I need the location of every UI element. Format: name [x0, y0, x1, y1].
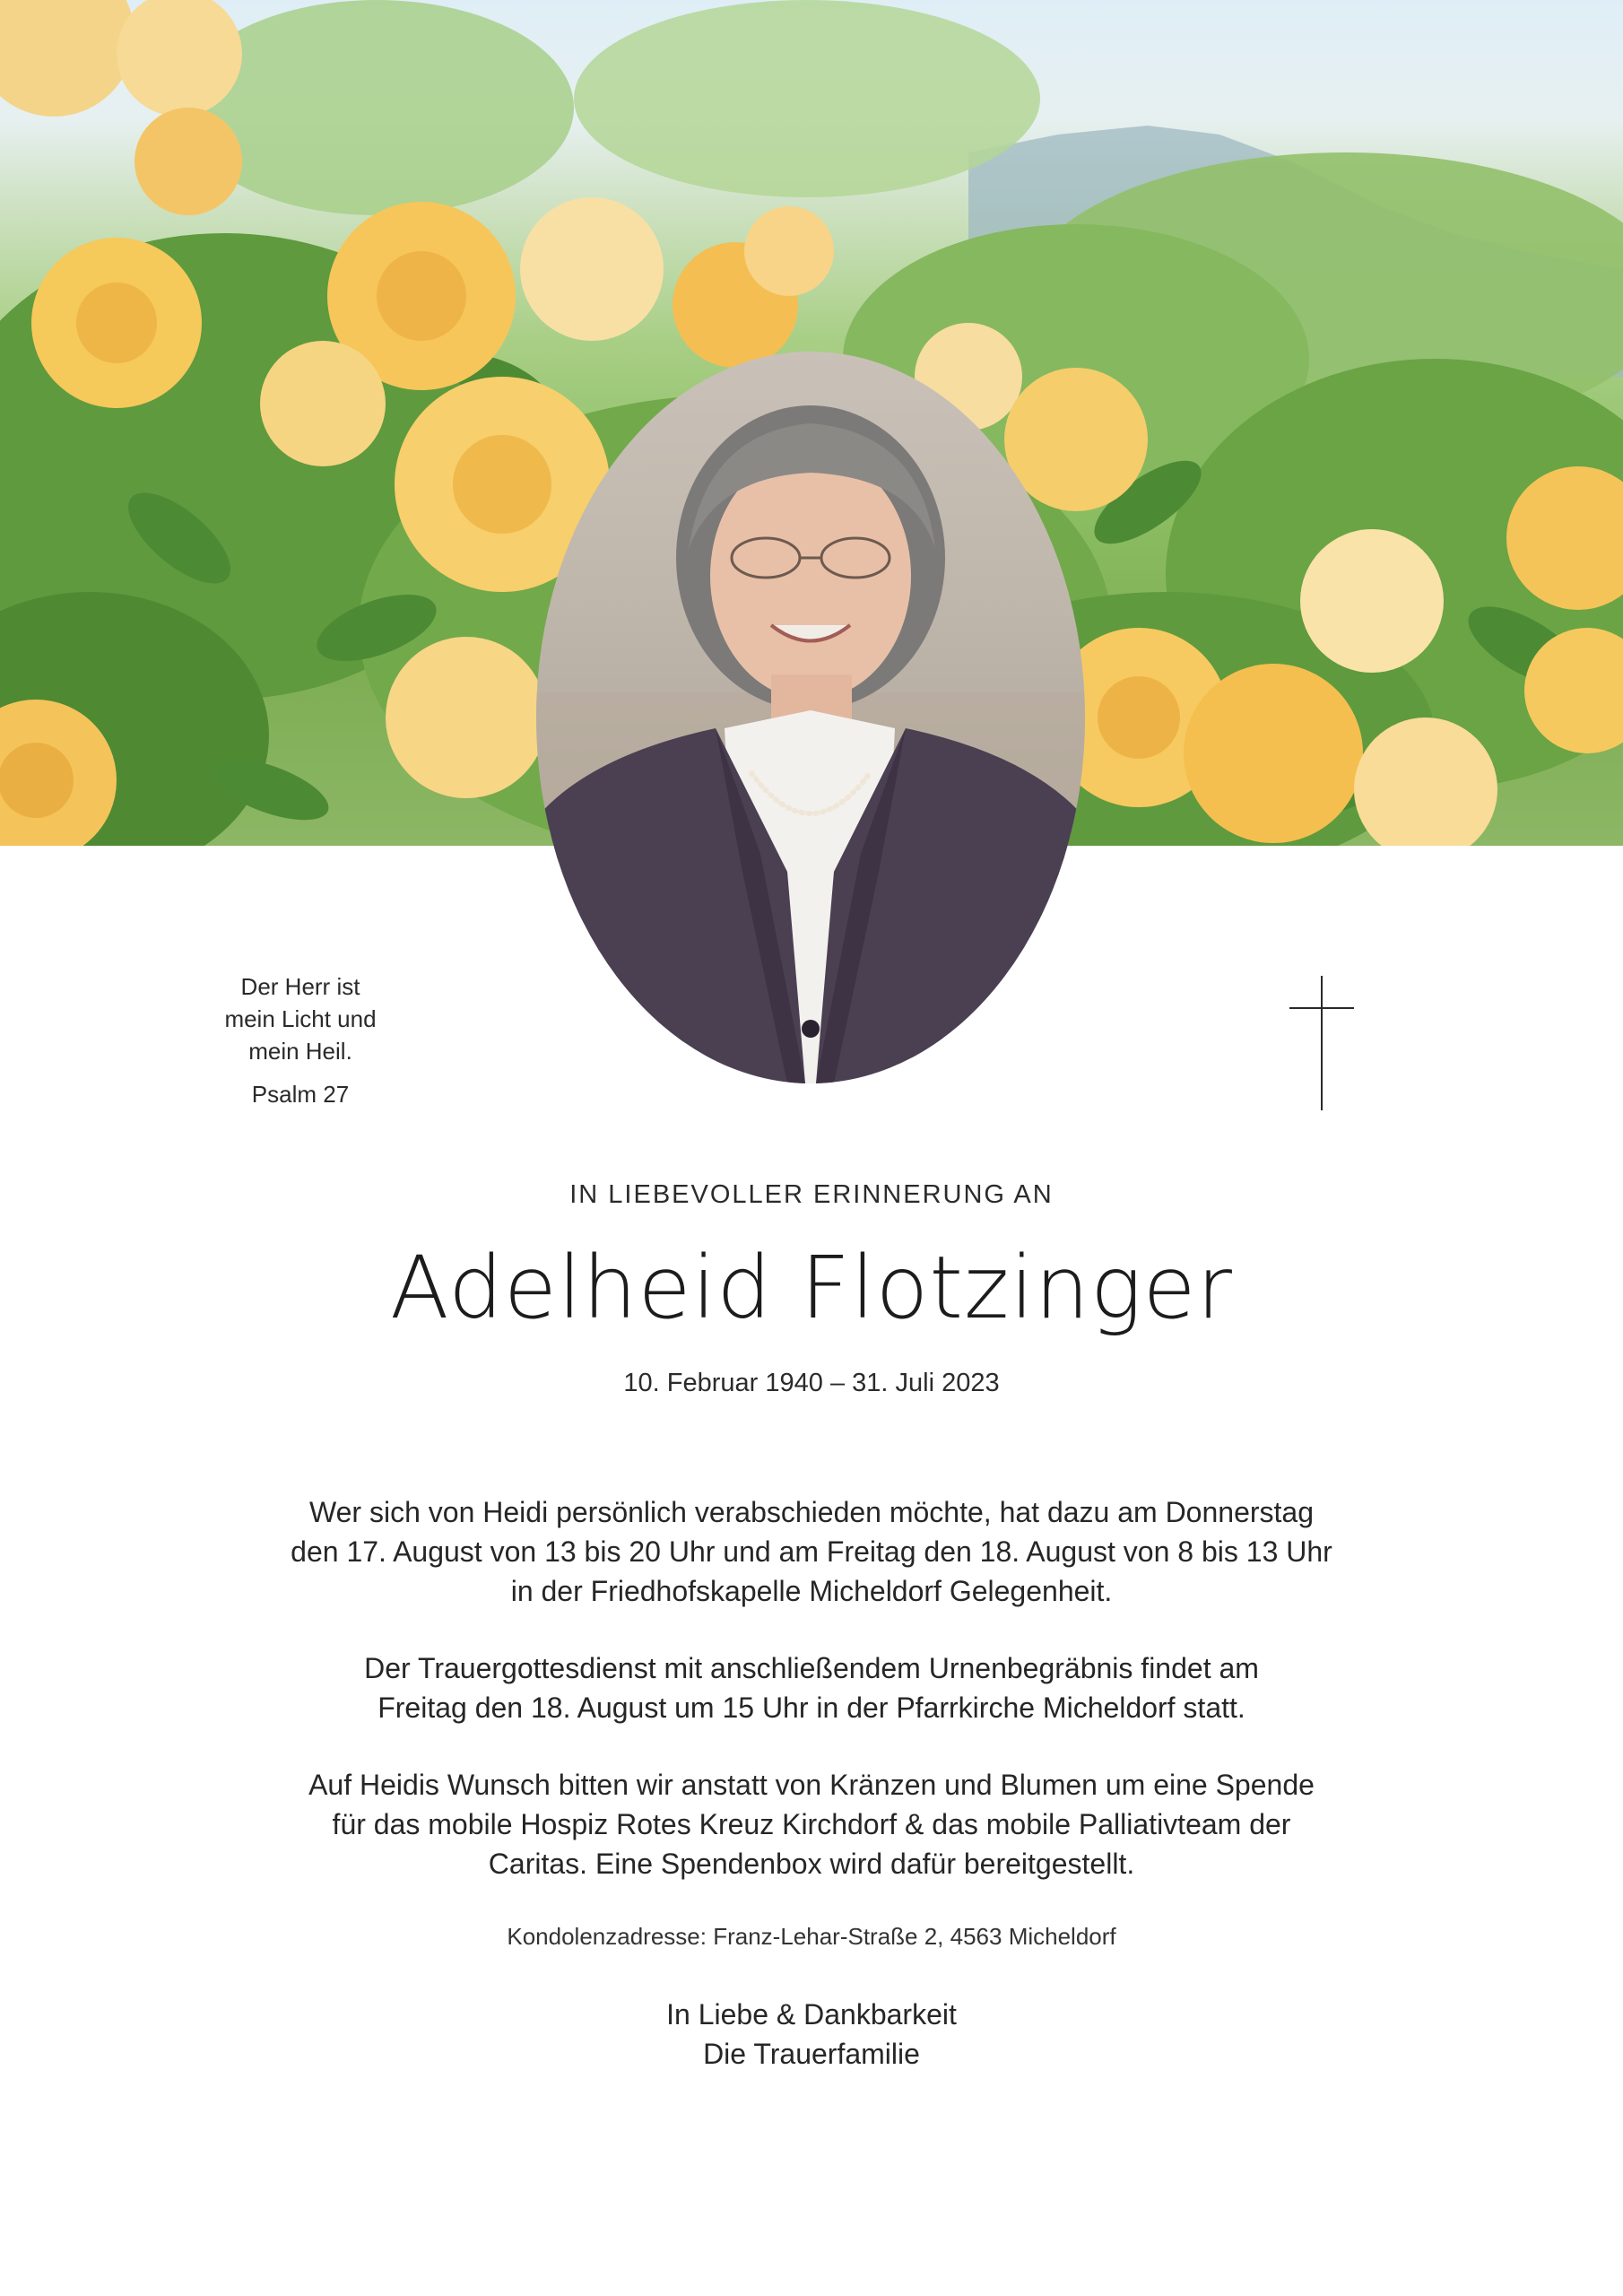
paragraph-line: in der Friedhofskapelle Micheldorf Gelegenheit.	[510, 1575, 1113, 1607]
psalm-line: mein Licht und	[224, 1005, 377, 1032]
memorial-intro: IN LIEBEVOLLER ERINNERUNG AN	[569, 1180, 1054, 1209]
closing-line: Die Trauerfamilie	[703, 2038, 920, 2070]
life-dates: 10. Februar 1940 – 31. Juli 2023	[623, 1369, 1000, 1397]
cross-icon	[1289, 976, 1354, 1110]
paragraph-line: Wer sich von Heidi persönlich verabschieden möchte, hat dazu am Donnerstag	[309, 1496, 1314, 1528]
paragraph-line: Der Trauergottesdienst mit anschließendem Urnenbegräbnis findet am	[364, 1652, 1259, 1684]
closing-line: In Liebe & Dankbarkeit	[666, 1998, 957, 2031]
condolence-address: Kondolenzadresse: Franz-Lehar-Straße 2, 4563 Micheldorf	[507, 1923, 1116, 1950]
closing-signature	[0, 1995, 1623, 2074]
psalm-line: Der Herr ist	[240, 973, 360, 1000]
deceased-name: Adelheid Flotzinger	[390, 1238, 1233, 1338]
psalm-line: mein Heil.	[248, 1038, 352, 1065]
portrait-illustration	[536, 352, 1085, 1083]
farewell-paragraph	[269, 1492, 1354, 1611]
paragraph-line: Freitag den 18. August um 15 Uhr in der Pfarrkirche Micheldorf statt.	[378, 1692, 1245, 1724]
portrait-photo	[536, 352, 1085, 1083]
donation-paragraph	[269, 1765, 1354, 1883]
psalm-reference: Psalm 27	[251, 1081, 350, 1108]
psalm-quote	[179, 970, 421, 1110]
paragraph-line: den 17. August von 13 bis 20 Uhr und am Freitag den 18. August von 8 bis 13 Uhr	[291, 1535, 1332, 1568]
paragraph-line: Auf Heidis Wunsch bitten wir anstatt von Kränzen und Blumen um eine Spende	[308, 1769, 1315, 1801]
paragraph-line: Caritas. Eine Spendenbox wird dafür bereitgestellt.	[488, 1848, 1135, 1880]
service-paragraph	[269, 1648, 1354, 1727]
paragraph-line: für das mobile Hospiz Rotes Kreuz Kirchdorf & das mobile Palliativteam der	[332, 1808, 1291, 1840]
